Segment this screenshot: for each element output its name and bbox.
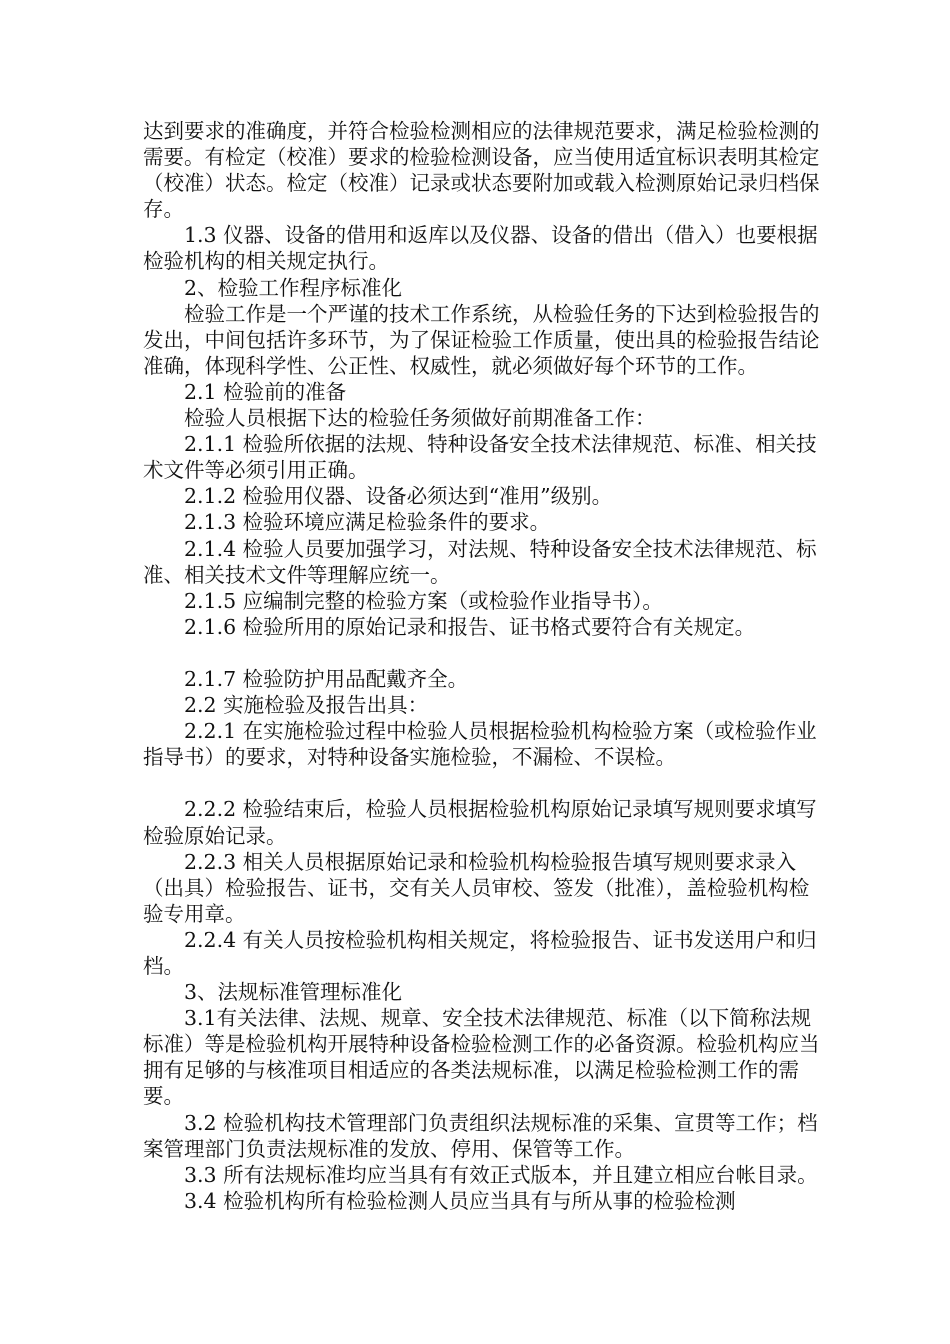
paragraph: 2.1.1 检验所依据的法规、特种设备安全技术法律规范、标准、相关技术文件等必须引用正确。 [143, 432, 817, 483]
paragraph: 2、检验工作程序标准化 [184, 275, 403, 300]
paragraph: 2.2 实施检验及报告出具： [184, 693, 429, 718]
paragraph: 2.2.2 检验结束后，检验人员根据检验机构原始记录填写规则要求填写检验原始记录。 [143, 797, 817, 848]
blank-line [143, 770, 823, 796]
paragraph: 2.2.1 在实施检验过程中检验人员根据检验机构检验方案（或检验作业指导书）的要求，对特种设备实施检验，不漏检、不误检。 [143, 719, 817, 770]
paragraph: 2.1.5 应编制完整的检验方案（或检验作业指导书）。 [184, 588, 663, 613]
paragraph: 3.4 检验机构所有检验检测人员应当具有与所从事的检验检测 [184, 1188, 736, 1213]
paragraph: 2.2.3 相关人员根据原始记录和检验机构检验报告填写规则要求录入（出具）检验报告、证书，交有关人员审校、签发（批准），盖检验机构检验专用章。 [143, 849, 810, 926]
paragraph: 3、法规标准管理标准化 [184, 980, 403, 1005]
paragraph: 检验工作是一个严谨的技术工作系统，从检验任务的下达到检验报告的发出，中间包括许多环节，为了保证检验工作质量，使出具的检验报告结论准确，体现科学性、公正性、权威性，就必须做好每个环节的工作。 [143, 301, 820, 378]
paragraph: 3.1有关法律、法规、规章、安全技术法律规范、标准（以下简称法规标准）等是检验机构开展特种设备检验检测工作的必备资源。检验机构应当拥有足够的与核准项目相适应的各类法规标准，以满足检验检测工作的需要。 [143, 1006, 820, 1109]
paragraph: 2.1 检验前的准备 [184, 379, 347, 404]
paragraph: 2.1.2 检验用仪器、设备必须达到“准用”级别。 [184, 484, 613, 509]
paragraph: 2.1.4 检验人员要加强学习，对法规、特种设备安全技术法律规范、标准、相关技术文件等理解应统一。 [143, 536, 817, 587]
paragraph: 2.2.4 有关人员按检验机构相关规定，将检验报告、证书发送用户和归档。 [143, 927, 817, 978]
paragraph: 2.1.3 检验环境应满足检验条件的要求。 [184, 510, 551, 535]
paragraph: 1.3 仪器、设备的借用和返库以及仪器、设备的借出（借入）也要根据检验机构的相关规定执行。 [143, 223, 818, 274]
paragraph: 3.3 所有法规标准均应当具有有效正式版本，并且建立相应台帐目录。 [184, 1162, 818, 1187]
blank-line [143, 640, 823, 666]
paragraph: 检验人员根据下达的检验任务须做好前期准备工作： [184, 406, 656, 431]
paragraph: 2.1.7 检验防护用品配戴齐全。 [184, 666, 469, 691]
paragraph: 3.2 检验机构技术管理部门负责组织法规标准的采集、宣贯等工作；档案管理部门负责法规标准的发放、停用、保管等工作。 [143, 1110, 818, 1161]
document-body [143, 118, 823, 1214]
paragraph: 2.1.6 检验所用的原始记录和报告、证书格式要符合有关规定。 [184, 614, 756, 639]
paragraph: 达到要求的准确度，并符合检验检测相应的法律规范要求，满足检验检测的需要。有检定（校准）要求的检验检测设备，应当使用适宜标识表明其检定（校准）状态。检定（校准）记录或状态要附加或载入检测原始记录归档保存。 [143, 119, 820, 222]
